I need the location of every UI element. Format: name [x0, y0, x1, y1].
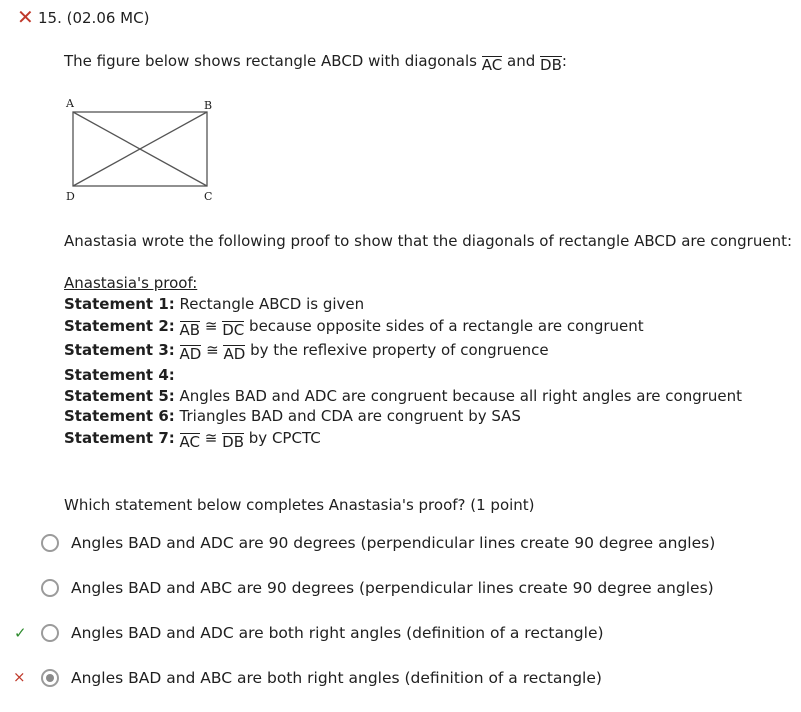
label-c: C: [204, 190, 213, 203]
segment-ac: AC: [179, 433, 201, 451]
statement-1: [64, 295, 364, 313]
congruent-symbol: ≅: [206, 341, 219, 359]
statement-text: Angles BAD and ADC are congruent because all right angles are congruent: [179, 387, 743, 405]
answer-option-3[interactable]: [0, 622, 801, 646]
option-text: Angles BAD and ADC are both right angles (definition of a rectangle): [71, 624, 604, 642]
statement-7: [64, 429, 321, 451]
congruent-symbol: ≅: [204, 317, 218, 335]
label-a: A: [66, 97, 74, 110]
statement-label: Statement 2:: [64, 317, 175, 335]
statement-label: Statement 4:: [64, 366, 175, 384]
answer-option-2[interactable]: [0, 577, 801, 601]
answer-option-4[interactable]: [0, 667, 801, 691]
x-icon: ✕: [17, 5, 34, 29]
congruent-symbol: ≅: [204, 429, 218, 447]
statement-label: Statement 1:: [64, 295, 175, 313]
radio-button[interactable]: [41, 534, 59, 552]
radio-button[interactable]: [41, 579, 59, 597]
option-text: Angles BAD and ADC are 90 degrees (perpendicular lines create 90 degree angles): [71, 534, 716, 552]
answer-option-1[interactable]: [0, 532, 801, 556]
statement-text: by CPCTC: [248, 429, 321, 447]
statement-text: by the reflexive property of congruence: [250, 341, 549, 359]
statement-text: Rectangle ABCD is given: [179, 295, 365, 313]
statement-text: because opposite sides of a rectangle are congruent: [249, 317, 644, 335]
rectangle-figure: [60, 96, 220, 206]
checkmark-icon: ✓: [14, 624, 27, 642]
intro-line: [64, 52, 567, 74]
statement-label: Statement 3:: [64, 341, 175, 359]
statement-label: Statement 5:: [64, 387, 175, 405]
statement-4: [64, 366, 175, 384]
segment-ad: AD: [223, 345, 246, 363]
option-text: Angles BAD and ABC are both right angles (definition of a rectangle): [71, 669, 602, 687]
segment-ad: AD: [179, 345, 202, 363]
intro-and: and: [507, 52, 536, 70]
x-icon: ×: [13, 668, 26, 686]
segment-ab: AB: [179, 321, 201, 339]
radio-button-selected[interactable]: [41, 669, 59, 687]
question-number: 15. (02.06 MC): [38, 9, 150, 27]
statement-6: [64, 407, 521, 425]
segment-dc: DC: [222, 321, 245, 339]
statement-label: Statement 7:: [64, 429, 175, 447]
intro-colon: :: [561, 52, 567, 70]
option-text: Angles BAD and ABC are 90 degrees (perpendicular lines create 90 degree angles): [71, 579, 714, 597]
question-prompt: Which statement below completes Anastasia's proof? (1 point): [64, 496, 535, 514]
segment-ac: AC: [481, 56, 503, 74]
intro-text: The figure below shows rectangle ABCD with diagonals: [64, 52, 477, 70]
segment-db: DB: [540, 56, 562, 74]
proof-heading: Anastasia's proof:: [64, 274, 198, 292]
label-b: B: [204, 99, 213, 112]
segment-db: DB: [222, 433, 244, 451]
label-d: D: [66, 190, 75, 203]
statement-text: Triangles BAD and CDA are congruent by SAS: [179, 407, 521, 425]
context-text: Anastasia wrote the following proof to show that the diagonals of rectangle ABCD are congruent:: [64, 232, 793, 250]
statement-2: [64, 317, 644, 339]
statement-3: [64, 341, 549, 363]
statement-label: Statement 6:: [64, 407, 175, 425]
radio-button[interactable]: [41, 624, 59, 642]
statement-5: [64, 387, 742, 405]
